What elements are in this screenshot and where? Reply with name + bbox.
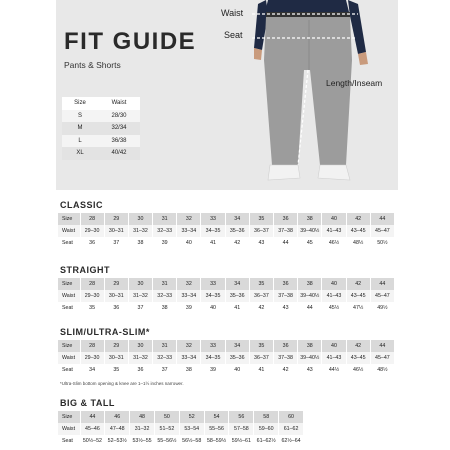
- table-row: [62, 122, 140, 135]
- table-cell: 42: [346, 213, 370, 225]
- straight-table: [58, 278, 395, 314]
- table-cell: 42: [274, 364, 298, 376]
- size-table-header: [62, 97, 140, 110]
- size-table-header-waist: Waist: [98, 97, 140, 110]
- seat-label: Seat: [224, 30, 243, 40]
- row-label: Waist: [58, 423, 80, 435]
- row-label: Waist: [58, 225, 80, 237]
- table-cell: 30–31: [104, 352, 128, 364]
- table-cell: 35–36: [225, 352, 249, 364]
- table-row: [58, 278, 395, 290]
- waist-label: Waist: [221, 8, 244, 18]
- table-cell: 34–35: [201, 290, 225, 302]
- table-cell: 45½: [322, 302, 346, 314]
- table-cell: 50½–52: [80, 435, 105, 447]
- table-cell: 47½: [346, 302, 370, 314]
- table-cell: 42: [346, 278, 370, 290]
- table-cell: 48½: [370, 364, 394, 376]
- table-cell: 40: [225, 364, 249, 376]
- table-cell: 39: [201, 364, 225, 376]
- row-label: Size: [58, 411, 80, 423]
- table-cell: 57–58: [229, 423, 254, 435]
- table-cell: 52: [179, 411, 204, 423]
- table-cell: 43–45: [346, 290, 370, 302]
- row-label: Size: [58, 213, 80, 225]
- table-cell: 30: [128, 213, 152, 225]
- table-cell: 42: [249, 302, 273, 314]
- slim-table: [58, 340, 395, 376]
- table-cell: 37: [128, 302, 152, 314]
- size-cell: M: [62, 122, 98, 135]
- table-cell: 45–46: [80, 423, 105, 435]
- table-cell: 45: [298, 237, 322, 249]
- table-row: [58, 225, 395, 237]
- pants-shape: [264, 17, 352, 165]
- table-cell: 55–56½: [154, 435, 179, 447]
- table-cell: 47–48: [105, 423, 130, 435]
- section-title-classic: CLASSIC: [60, 200, 104, 210]
- table-row: [58, 237, 395, 249]
- table-cell: 29: [104, 340, 128, 352]
- table-cell: 31–32: [128, 352, 152, 364]
- table-cell: 36: [80, 237, 104, 249]
- section-title-big-tall: BIG & TALL: [60, 398, 115, 408]
- pants-model-figure: [246, 0, 376, 190]
- table-cell: 40: [201, 302, 225, 314]
- table-cell: 39: [153, 237, 177, 249]
- table-cell: 59–60: [254, 423, 279, 435]
- table-cell: 33: [201, 213, 225, 225]
- waist-cell: 36/38: [98, 135, 140, 148]
- table-cell: 48½: [346, 237, 370, 249]
- table-cell: 35: [249, 340, 273, 352]
- table-cell: 36–37: [249, 290, 273, 302]
- table-cell: 31–32: [128, 290, 152, 302]
- table-cell: 44: [274, 237, 298, 249]
- page-title: FIT GUIDE: [64, 28, 197, 55]
- row-label: Seat: [58, 237, 80, 249]
- big-tall-table: [58, 411, 304, 447]
- table-row: [58, 340, 395, 352]
- table-cell: 29: [104, 278, 128, 290]
- row-label: Seat: [58, 435, 80, 447]
- table-cell: 46½: [322, 237, 346, 249]
- size-table-header-size: Size: [62, 97, 98, 110]
- table-cell: 30: [128, 340, 152, 352]
- table-cell: 51–52: [154, 423, 179, 435]
- table-cell: 37: [153, 364, 177, 376]
- table-cell: 35: [80, 302, 104, 314]
- table-cell: 58: [254, 411, 279, 423]
- classic-table: [58, 213, 395, 249]
- table-cell: 28: [80, 278, 104, 290]
- table-cell: 30–31: [104, 290, 128, 302]
- table-cell: 40: [322, 278, 346, 290]
- table-cell: 40: [322, 340, 346, 352]
- table-cell: 36: [274, 213, 298, 225]
- row-label: Waist: [58, 290, 80, 302]
- table-cell: 33: [201, 340, 225, 352]
- table-cell: 59½–61: [229, 435, 254, 447]
- table-cell: 33–34: [177, 352, 201, 364]
- table-cell: 33: [201, 278, 225, 290]
- left-hand-shape: [254, 48, 262, 60]
- table-row: [58, 352, 395, 364]
- table-cell: 52–53½: [105, 435, 130, 447]
- table-row: [58, 213, 395, 225]
- right-hand-shape: [358, 52, 368, 65]
- table-cell: 56: [229, 411, 254, 423]
- table-cell: 46: [105, 411, 130, 423]
- table-cell: 31: [153, 213, 177, 225]
- size-cell: L: [62, 135, 98, 148]
- table-cell: 38: [153, 302, 177, 314]
- table-cell: 46½: [346, 364, 370, 376]
- table-cell: 28: [80, 340, 104, 352]
- table-cell: 43: [274, 302, 298, 314]
- table-cell: 34: [225, 340, 249, 352]
- table-cell: 35–36: [225, 225, 249, 237]
- table-cell: 38: [298, 213, 322, 225]
- table-cell: 41: [249, 364, 273, 376]
- table-cell: 35–36: [225, 290, 249, 302]
- table-row: [62, 135, 140, 148]
- waist-cell: 40/42: [98, 147, 140, 160]
- table-cell: 58–59½: [204, 435, 229, 447]
- table-cell: 32–33: [153, 290, 177, 302]
- table-cell: 44: [298, 302, 322, 314]
- table-cell: 30: [128, 278, 152, 290]
- table-cell: 43–45: [346, 225, 370, 237]
- right-shoe-shape: [318, 165, 350, 180]
- table-row: [62, 147, 140, 160]
- table-cell: 43–45: [346, 352, 370, 364]
- table-row: [58, 302, 395, 314]
- table-cell: 45–47: [370, 290, 394, 302]
- table-cell: 28: [80, 213, 104, 225]
- table-cell: 35: [249, 213, 273, 225]
- table-cell: 37–38: [274, 225, 298, 237]
- table-cell: 34: [225, 213, 249, 225]
- waist-cell: 28/30: [98, 110, 140, 123]
- row-label: Seat: [58, 302, 80, 314]
- table-cell: 62½–64: [279, 435, 304, 447]
- table-cell: 41: [225, 302, 249, 314]
- table-cell: 29: [104, 213, 128, 225]
- table-cell: 38: [177, 364, 201, 376]
- table-cell: 35: [104, 364, 128, 376]
- table-cell: 36: [274, 340, 298, 352]
- table-cell: 40: [177, 237, 201, 249]
- table-cell: 41–43: [322, 225, 346, 237]
- table-row: [58, 290, 395, 302]
- size-table: [62, 97, 140, 160]
- table-cell: 34: [80, 364, 104, 376]
- table-cell: 34–35: [201, 352, 225, 364]
- size-cell: XL: [62, 147, 98, 160]
- table-cell: 60: [279, 411, 304, 423]
- hero-panel: [56, 0, 398, 190]
- table-row: [62, 110, 140, 123]
- table-cell: 35: [249, 278, 273, 290]
- table-cell: 45–47: [370, 352, 394, 364]
- table-cell: 41–43: [322, 290, 346, 302]
- table-cell: 41: [201, 237, 225, 249]
- table-cell: 29–30: [80, 352, 104, 364]
- table-cell: 31–32: [128, 225, 152, 237]
- table-cell: 36: [128, 364, 152, 376]
- table-cell: 36: [104, 302, 128, 314]
- table-cell: 53–54: [179, 423, 204, 435]
- table-cell: 41–43: [322, 352, 346, 364]
- table-cell: 33–34: [177, 225, 201, 237]
- table-cell: 31: [153, 340, 177, 352]
- table-cell: 32–33: [153, 225, 177, 237]
- table-row: [58, 411, 304, 423]
- table-cell: 33–34: [177, 290, 201, 302]
- table-cell: 36–37: [249, 352, 273, 364]
- table-cell: 36: [274, 278, 298, 290]
- table-cell: 30–31: [104, 225, 128, 237]
- table-cell: 42: [225, 237, 249, 249]
- table-cell: 32: [177, 340, 201, 352]
- row-label: Waist: [58, 352, 80, 364]
- table-cell: 34–35: [201, 225, 225, 237]
- table-cell: 61–62: [279, 423, 304, 435]
- table-cell: 29–30: [80, 225, 104, 237]
- table-cell: 39: [177, 302, 201, 314]
- table-cell: 29–30: [80, 290, 104, 302]
- row-label: Size: [58, 278, 80, 290]
- table-cell: 44: [370, 278, 394, 290]
- section-title-straight: STRAIGHT: [60, 265, 110, 275]
- table-cell: 40: [322, 213, 346, 225]
- section-title-slim: SLIM/ULTRA-SLIM*: [60, 327, 150, 337]
- table-cell: 45–47: [370, 225, 394, 237]
- size-cell: S: [62, 110, 98, 123]
- waist-cell: 32/34: [98, 122, 140, 135]
- table-cell: 50: [154, 411, 179, 423]
- table-cell: 38: [298, 278, 322, 290]
- table-row: [58, 435, 304, 447]
- table-cell: 32: [177, 278, 201, 290]
- table-cell: 32–33: [153, 352, 177, 364]
- table-cell: 32: [177, 213, 201, 225]
- table-cell: 38: [128, 237, 152, 249]
- table-row: [58, 423, 304, 435]
- page-subtitle: Pants & Shorts: [64, 60, 121, 70]
- table-cell: 56½–58: [179, 435, 204, 447]
- table-cell: 53½–55: [130, 435, 155, 447]
- table-cell: 36–37: [249, 225, 273, 237]
- table-cell: 48: [130, 411, 155, 423]
- table-cell: 44: [80, 411, 105, 423]
- table-cell: 42: [346, 340, 370, 352]
- table-row: [58, 364, 395, 376]
- table-cell: 38: [298, 340, 322, 352]
- table-cell: 37–38: [274, 352, 298, 364]
- table-cell: 43: [298, 364, 322, 376]
- length-inseam-label: Length/Inseam: [326, 78, 383, 88]
- table-cell: 37–38: [274, 290, 298, 302]
- ultra-slim-note: *Ultra-Slim bottom opening & knee are 1–1½ inches narrower.: [60, 381, 184, 386]
- table-cell: 44: [370, 213, 394, 225]
- table-cell: 49½: [370, 302, 394, 314]
- table-cell: 43: [249, 237, 273, 249]
- table-cell: 55–56: [204, 423, 229, 435]
- row-label: Size: [58, 340, 80, 352]
- row-label: Seat: [58, 364, 80, 376]
- table-cell: 39–40½: [298, 352, 322, 364]
- table-cell: 61–62½: [254, 435, 279, 447]
- table-cell: 50½: [370, 237, 394, 249]
- table-cell: 44: [370, 340, 394, 352]
- table-cell: 44½: [322, 364, 346, 376]
- table-cell: 34: [225, 278, 249, 290]
- table-cell: 39–40½: [298, 290, 322, 302]
- table-cell: 54: [204, 411, 229, 423]
- table-cell: 31–32: [130, 423, 155, 435]
- table-cell: 39–40½: [298, 225, 322, 237]
- table-cell: 31: [153, 278, 177, 290]
- left-shoe-shape: [268, 165, 300, 180]
- table-cell: 37: [104, 237, 128, 249]
